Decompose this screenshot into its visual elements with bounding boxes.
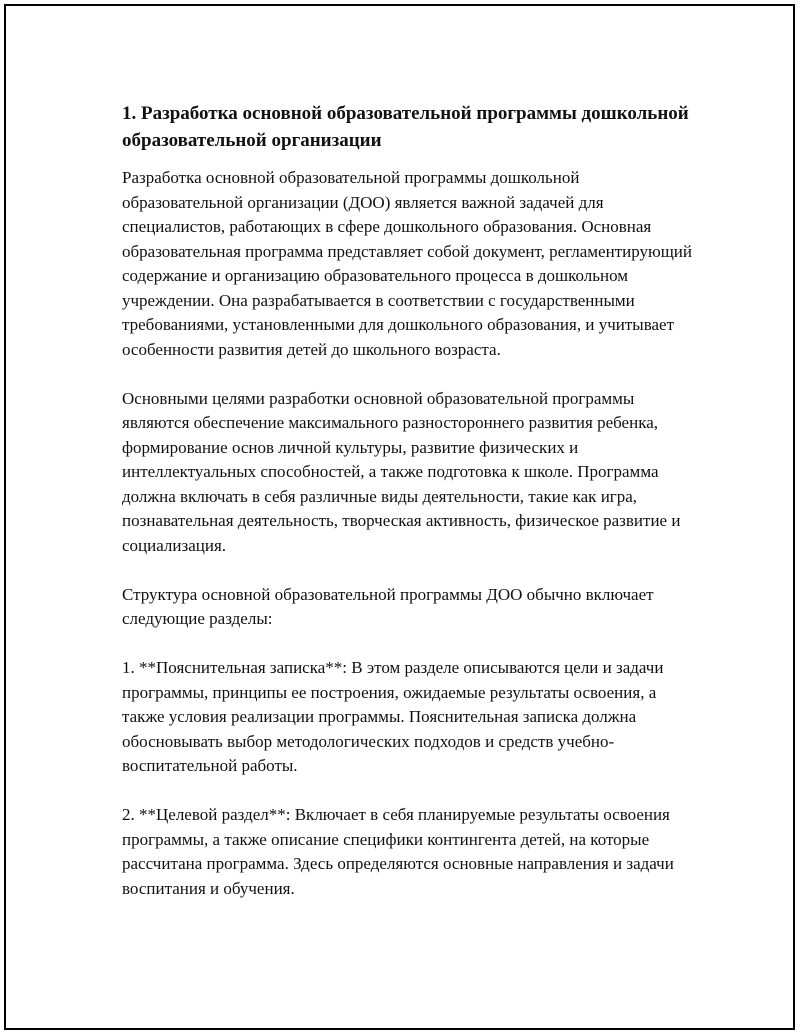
list-item-explanatory-note: 1. **Пояснительная записка**: В этом разделе описываются цели и задачи программы, принципы ее построения, ожидаемые результаты освоения, а также условия реализации программы. Пояснительная записка должна обосновывать выбор методологических подходов и средств учебно-воспитательной работы.	[122, 658, 664, 775]
paragraph-structure: Структура основной образовательной программы ДОО обычно включает следующие разделы:	[122, 584, 654, 628]
section-heading: 1. Разработка основной образовательной программы дошкольной образовательной организации	[122, 103, 689, 151]
paragraph-intro: Разработка основной образовательной программы дошкольной образовательной организации (ДОО) является важной задачей для специалистов, работающих в сфере дошкольного образования. Основная образовательная программа представляет собой документ, регламентирующий содержание и организацию образовательного процесса в дошкольном учреждении. Она разрабатывается в соответствии с государственными требованиями, установленными для дошкольного образования, и учитывает особенности развития детей до школьного возраста.	[122, 168, 692, 359]
document-body	[122, 100, 702, 926]
page-frame	[4, 4, 795, 1030]
paragraph-goals: Основными целями разработки основной образовательной программы являются обеспечение максимального разностороннего развития ребенка, формирование основ личной культуры, развитие физических и интеллектуальных способностей, а также подготовка к школе. Программа должна включать в себя различные виды деятельности, такие как игра, познавательная деятельность, творческая активность, физическое развитие и социализация.	[122, 388, 681, 555]
list-item-target-section: 2. **Целевой раздел**: Включает в себя планируемые результаты освоения программы, а также описание специфики контингента детей, на которые рассчитана программа. Здесь определяются основные направления и задачи воспитания и обучения.	[122, 805, 674, 898]
